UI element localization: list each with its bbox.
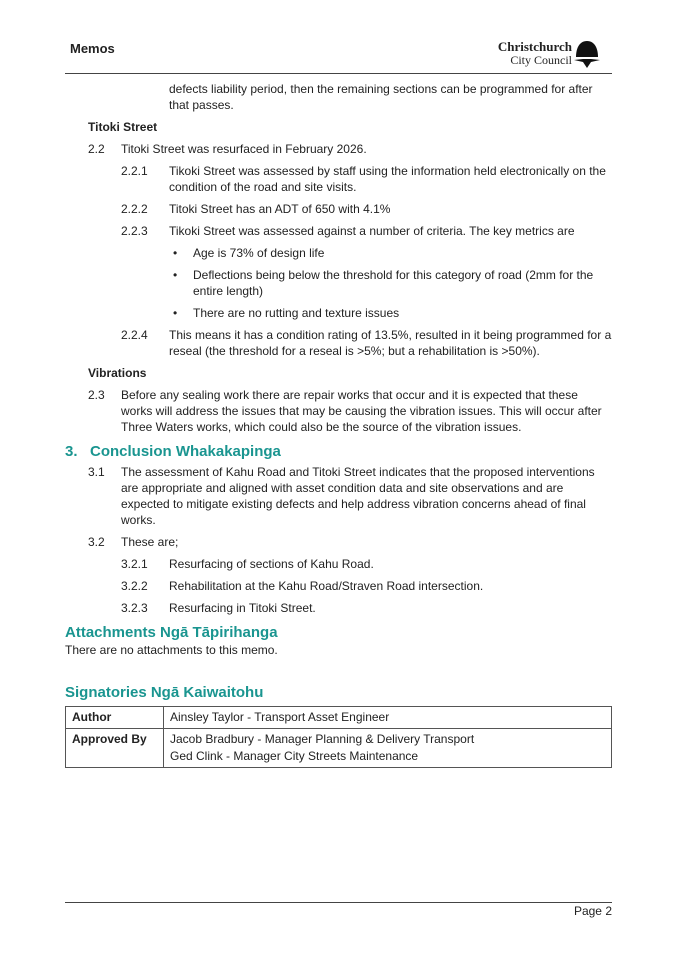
bullet-text: Deflections being below the threshold for this category of road (2mm for the entire length) [193,268,594,298]
paragraph-3-1 [65,464,612,528]
paragraph-3-2-1 [65,556,612,572]
para-num: 3.2.1 [121,557,148,571]
conclusion-heading: 3. Conclusion Whakakapinga [65,443,281,460]
table-row [66,729,612,768]
para-text: These are; [121,535,179,549]
logo-line1: Christchurch [497,39,572,54]
para-num: 2.2.3 [121,224,148,238]
paragraph-3-2-3 [65,600,612,616]
para-text: Titoki Street has an ADT of 650 with 4.1% [169,202,391,216]
memo-body [65,81,612,768]
author-value: Ainsley Taylor - Transport Asset Engineer [164,707,612,729]
approver: Ged Clink - Manager City Streets Maintenance [170,749,419,763]
council-logo [498,40,600,70]
paragraph-2-3 [65,387,612,435]
continuation-paragraph: defects liability period, then the remaining sections can be programmed for after that passes. [169,82,593,112]
logo-line2: City Council [510,53,572,67]
para-text: The assessment of Kahu Road and Titoki Street indicates that the proposed interventions are appropriate and aligned with asset condition data and site observations and are expected to mitigate existing defects and help address vibration concerns ahead of final works. [121,465,595,527]
para-num: 3.2.2 [121,579,148,593]
approved-value [164,729,612,768]
paragraph-2-2-1 [65,163,612,195]
para-text: Tikoki Street was assessed against a number of criteria. The key metrics are [169,224,575,238]
approved-label: Approved By [66,729,164,768]
para-text: This means it has a condition rating of 13.5%, resulted in it being programmed for a reseal (the threshold for a reseal is >5%; but a rehabilitation is >50%). [169,328,612,358]
attachments-heading: Attachments Ngā Tāpirihanga [65,624,278,641]
table-row [66,707,612,729]
signatories-table [65,706,612,768]
vibrations-heading: Vibrations [88,366,147,380]
footer-rule [65,902,612,903]
bullet-icon: • [173,268,178,282]
para-num: 2.2.4 [121,328,148,342]
bullet-text: Age is 73% of design life [193,246,325,260]
para-num: 3.1 [88,465,105,479]
attachments-text: There are no attachments to this memo. [65,643,278,657]
paragraph-2-2 [65,141,612,157]
bullet-icon: • [173,246,178,260]
para-num: 3.2 [88,535,105,549]
paragraph-2-2-2 [65,201,612,217]
para-num: 2.3 [88,388,105,402]
bullet-item [65,245,612,261]
paragraph-3-2-2 [65,578,612,594]
para-text: Tikoki Street was assessed by staff using the information held electronically on the condition of the road and site visits. [169,164,606,194]
author-label: Author [66,707,164,729]
bullet-item [65,305,612,321]
para-text: Rehabilitation at the Kahu Road/Straven Road intersection. [169,579,484,593]
paragraph-2-2-4 [65,327,612,359]
bullet-item [65,267,612,299]
para-num: 3.2.3 [121,601,148,615]
para-num: 2.2.2 [121,202,148,216]
titoki-heading: Titoki Street [88,120,158,134]
para-text: Resurfacing in Titoki Street. [169,601,316,615]
page-number: Page 2 [573,904,612,918]
bullet-text: There are no rutting and texture issues [193,306,400,320]
para-text: Before any sealing work there are repair works that occur and it is expected that these works will address the issues that may be causing the vibration issues. This will occur after Three Waters works, which could also be the source of the vibration issues. [121,388,602,434]
paragraph-3-2 [65,534,612,550]
paragraph-2-2-3 [65,223,612,239]
header-rule [65,73,612,74]
signatories-heading: Signatories Ngā Kaiwaitohu [65,684,264,701]
para-text: Resurfacing of sections of Kahu Road. [169,557,374,571]
approver: Jacob Bradbury - Manager Planning & Delivery Transport [170,732,475,746]
para-num: 2.2 [88,142,105,156]
para-text: Titoki Street was resurfaced in February 2026. [121,142,367,156]
cathedral-logo-icon [574,41,600,69]
bullet-icon: • [173,306,178,320]
header-section: Memos [70,41,115,56]
para-num: 2.2.1 [121,164,148,178]
